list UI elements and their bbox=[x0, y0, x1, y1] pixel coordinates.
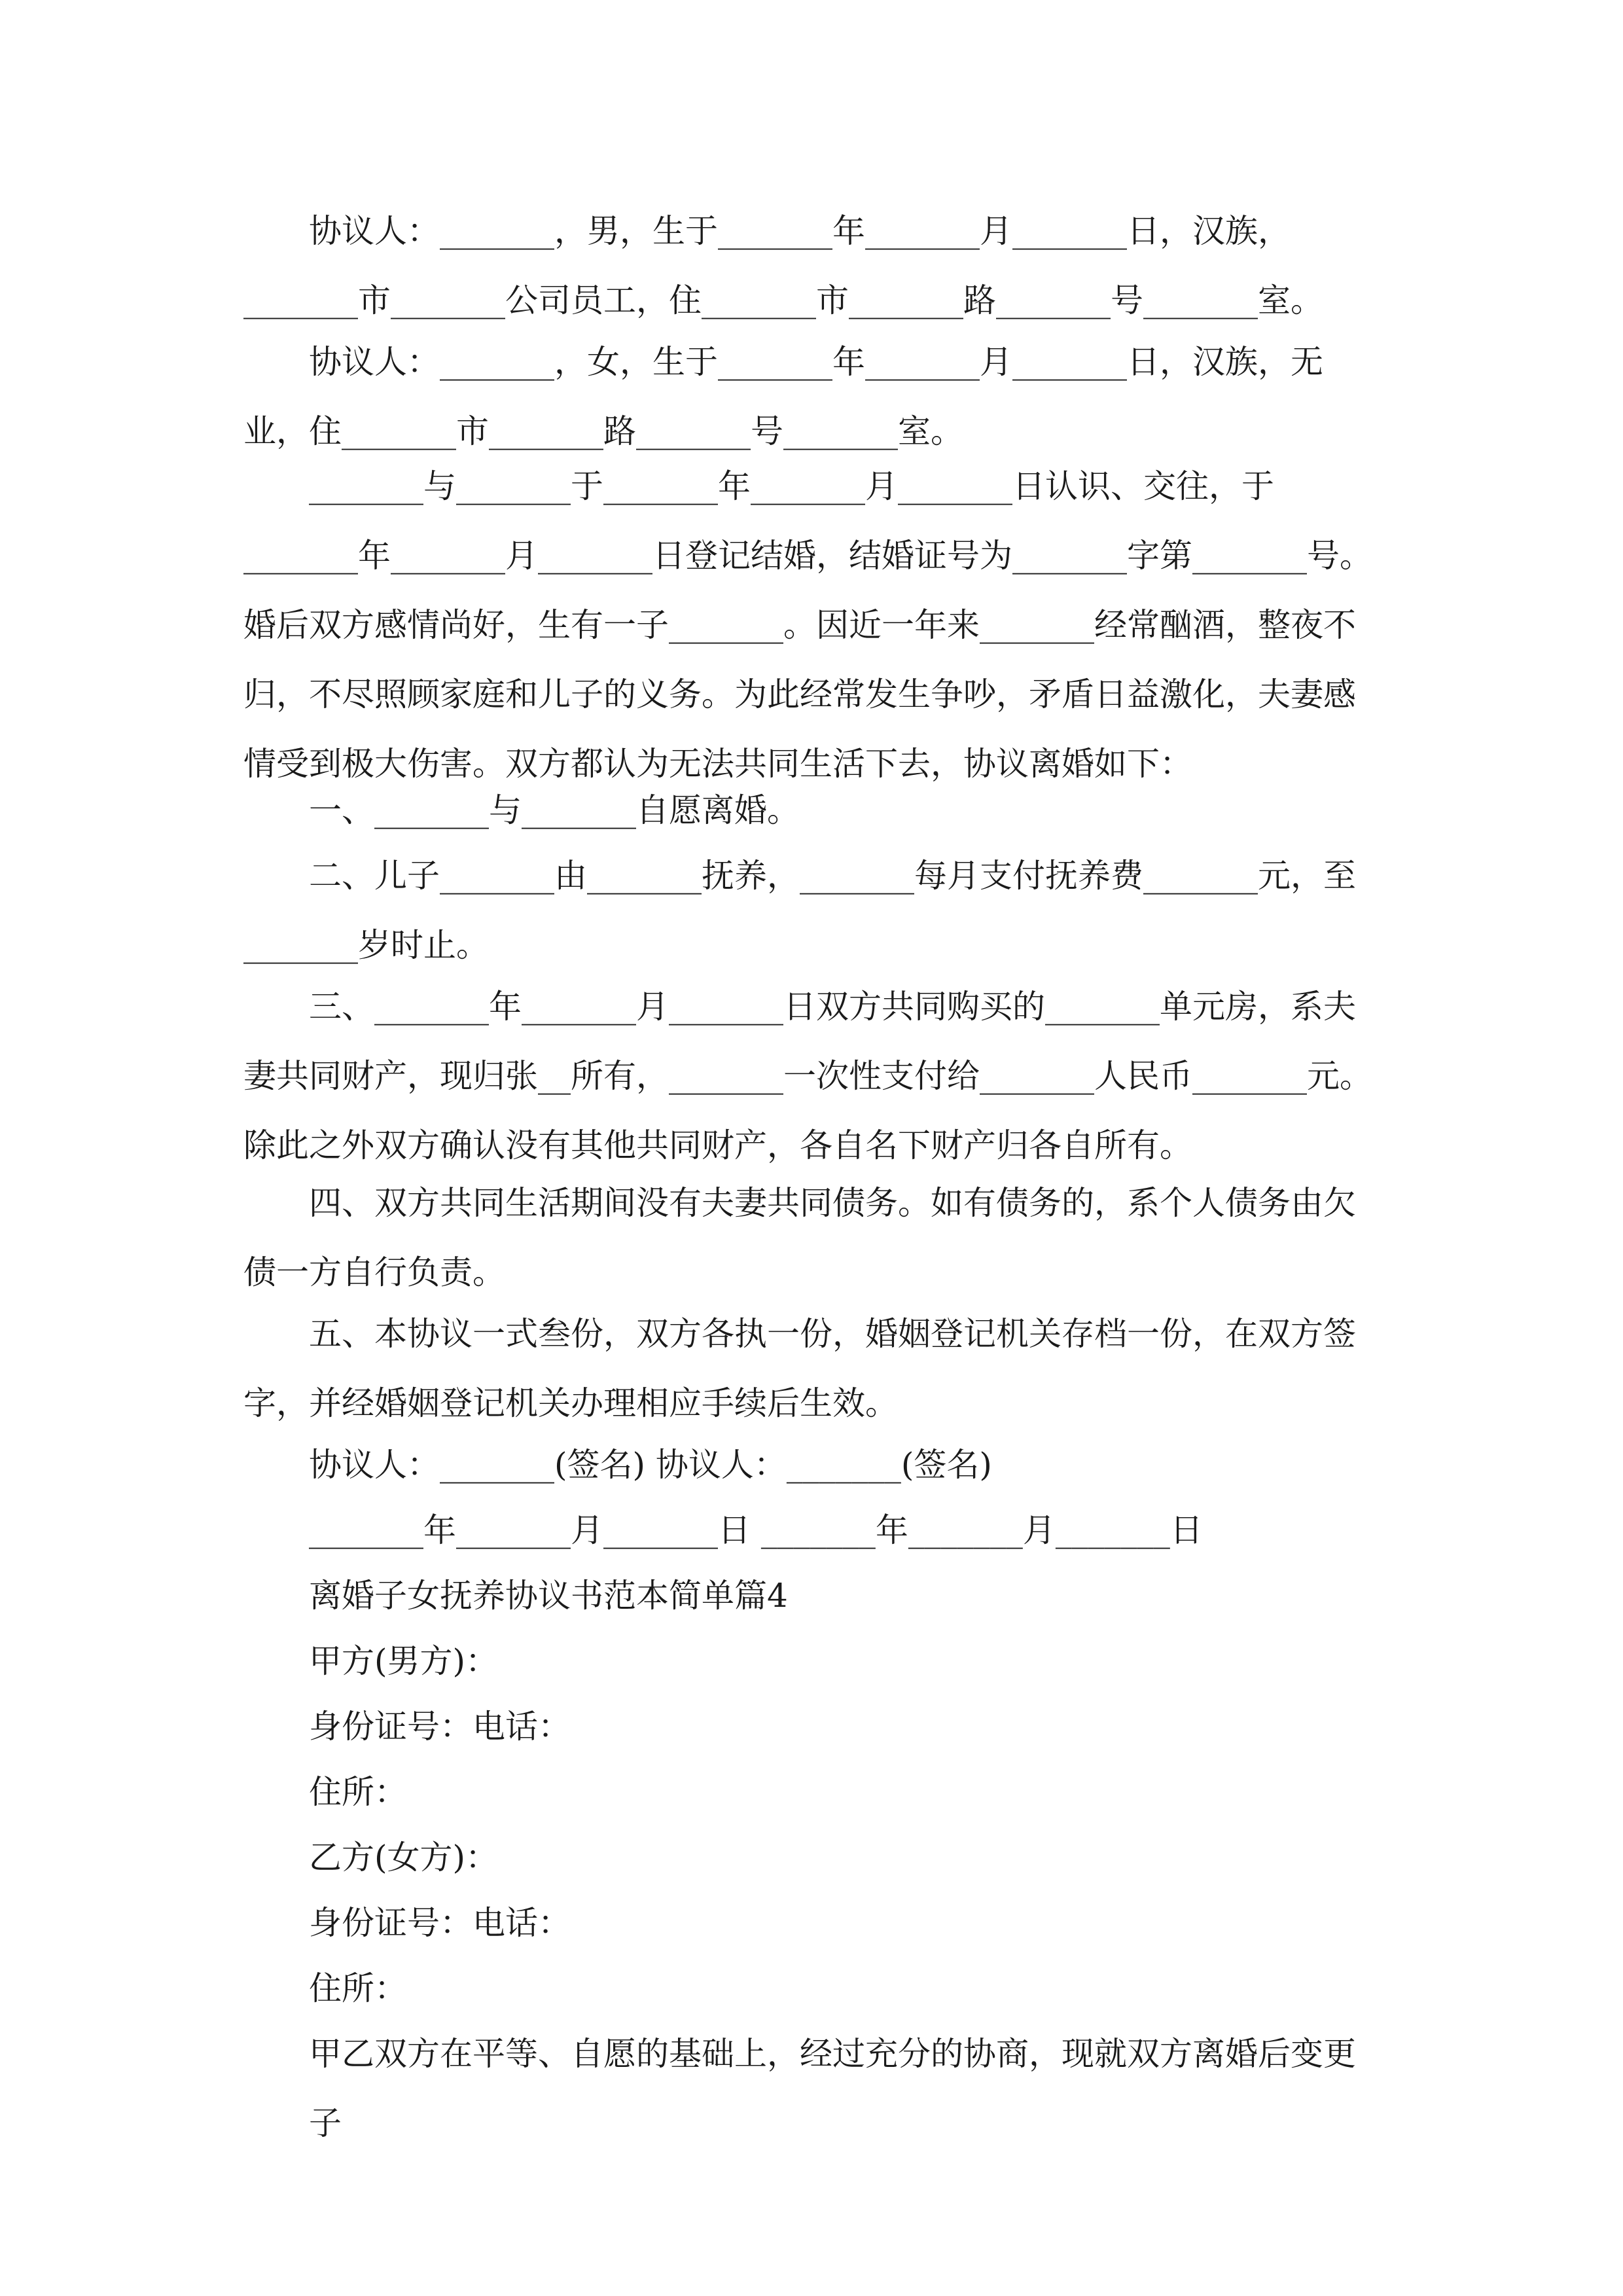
section-title: 离婚子女抚养协议书范本简单篇4 bbox=[309, 1577, 788, 1615]
closing-paragraph: 甲乙双方在平等、自愿的基础上，经过充分的协商，现就双方离婚后变更子 bbox=[309, 2035, 1356, 2142]
signature-line: 协议人：_______(签名) 协议人：_______(签名) bbox=[309, 1446, 992, 1484]
clause-5: 五、本协议一式叁份，双方各执一份，婚姻登记机关存档一份，在双方签字，并经婚姻登记机关办理相应手续后生效。 bbox=[243, 1315, 1356, 1422]
paragraph-background: _______与_______于_______年_______月_______日认识、交往，于_______年_______月_______日登记结婚，结婚证号为_______字第_______号。婚后双方感情尚好，生有一子_______。因近一年来_______经常酗酒，整夜不归，不尽照顾家庭和儿子的义务。为此经常发生争吵，矛盾日益激化，夫妻感情受到极大伤害。双方都认为无法共同生活下去，协议离婚如下： bbox=[243, 467, 1372, 783]
paragraph-party-female: 协议人：_______，女，生于_______年_______月_______日，汉族，无业，住_______市_______路_______号_______室。 bbox=[243, 343, 1323, 450]
party-b-label: 乙方(女方)： bbox=[309, 1839, 499, 1876]
party-a-address: 住所： bbox=[309, 1773, 407, 1811]
clause-4: 四、双方共同生活期间没有夫妻共同债务。如有债务的，系个人债务由欠债一方自行负责。 bbox=[243, 1184, 1356, 1291]
date-line: _______年_______月_______日 _______年_______月_______日 bbox=[309, 1511, 1203, 1549]
clause-2: 二、儿子_______由_______抚养，_______每月支付抚养费_______元，至_______岁时止。 bbox=[243, 857, 1356, 964]
party-b-id-phone: 身份证号：电话： bbox=[309, 1904, 571, 1942]
party-a-id-phone: 身份证号：电话： bbox=[309, 1708, 571, 1746]
paragraph-party-male: 协议人：_______，男，生于_______年_______月_______日，汉族，_______市_______公司员工，住_______市_______路_______号_______室。 bbox=[243, 212, 1323, 319]
party-b-address: 住所： bbox=[309, 1969, 407, 2007]
clause-3: 三、_______年_______月_______日双方共同购买的_______单元房，系夫妻共同财产，现归张__所有，_______一次性支付给_______人民币_______元。除此之外双方确认没有其他共同财产，各自名下财产归各自所有。 bbox=[243, 988, 1372, 1164]
clause-1: 一、_______与_______自愿离婚。 bbox=[309, 791, 800, 829]
party-a-label: 甲方(男方)： bbox=[309, 1642, 499, 1680]
